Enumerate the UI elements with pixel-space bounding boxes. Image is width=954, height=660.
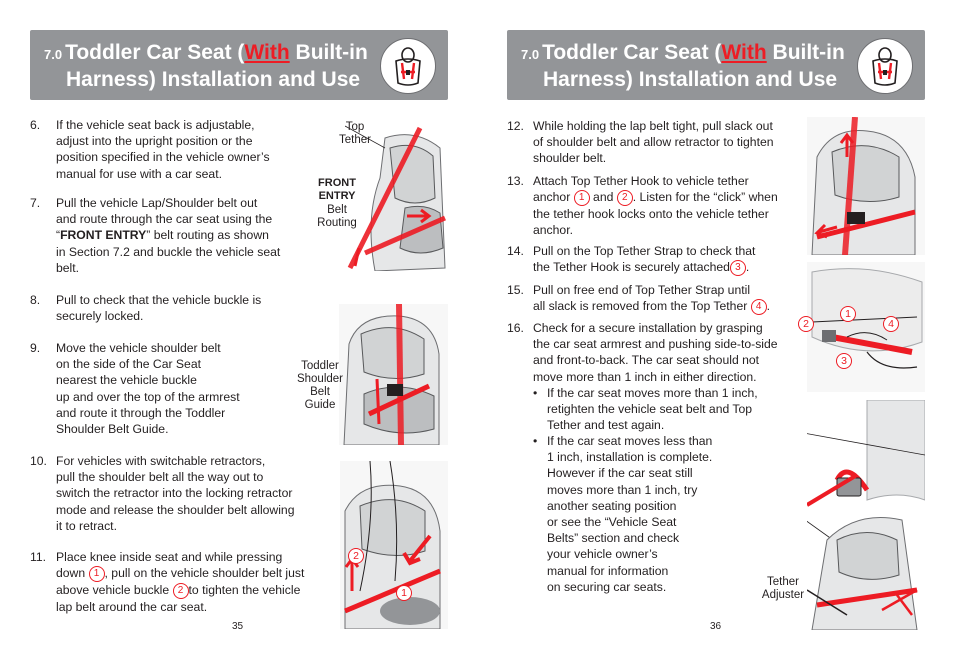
step-text: anchor — [533, 190, 571, 205]
step-line: adjust into the upright position or the — [56, 134, 253, 149]
marker-2: 2 — [617, 190, 633, 206]
page-number: 35 — [232, 621, 244, 632]
step-line — [56, 582, 304, 599]
car-seat-icon — [857, 38, 913, 94]
caption-line: FRONT — [318, 177, 356, 189]
caption-line: Routing — [317, 217, 357, 229]
title-line2: Harness) Installation and Use — [66, 68, 361, 91]
step-line: and route through the car seat using the — [56, 212, 273, 227]
bullet-line: retighten the vehicle seat belt and Top — [547, 402, 753, 417]
quote-open: “ — [56, 228, 61, 243]
step-line: securely locked. — [56, 309, 144, 324]
section-header — [507, 30, 925, 100]
step-text: , pull on the vehicle shoulder belt just — [104, 566, 305, 581]
step-line — [56, 227, 280, 243]
step-line: up and over the top of the armrest — [56, 389, 240, 404]
step-number: 13. — [507, 174, 524, 188]
step-line: move more than 1 inch in either direction. — [533, 369, 757, 384]
step-line — [533, 259, 755, 276]
step-line: and route it through the Toddler — [56, 405, 226, 420]
figure-marker-2: 2 — [348, 548, 364, 564]
step-line: switch the retractor into the locking retractor — [56, 486, 293, 501]
section-title — [521, 40, 845, 92]
caption-line: Guide — [304, 399, 336, 411]
caption-line: Top — [345, 121, 365, 133]
figure-tether-anchor — [807, 262, 925, 392]
step-line: Shoulder Belt Guide. — [56, 422, 169, 437]
page-right — [477, 0, 954, 660]
bullet-dot: • — [533, 434, 538, 448]
step-number: 9. — [30, 341, 41, 355]
title-part: Built-in — [289, 41, 368, 64]
step-text: down — [56, 566, 86, 581]
step-number: 14. — [507, 244, 524, 258]
step-line: While holding the lap belt tight, pull slack out — [533, 119, 773, 133]
bullet-line: manual for information — [547, 563, 669, 578]
section-number: 7.0 — [44, 47, 63, 62]
title-with: With — [721, 41, 767, 64]
step-line: the car seat armrest and pushing side-to-side — [533, 337, 778, 352]
step-line: Place knee inside seat and while pressing — [56, 550, 283, 564]
step-text: . — [745, 260, 750, 275]
figure-marker-1: 1 — [840, 306, 856, 322]
figure-knee-press — [340, 461, 448, 629]
caption-line: Adjuster — [761, 589, 805, 601]
step-text: . Listen for the “click” when — [632, 190, 778, 205]
bullet-line: moves more than 1 inch, try — [547, 482, 698, 497]
marker-1: 1 — [89, 566, 105, 582]
figure-pull-slack — [807, 117, 925, 255]
figure-marker-2: 2 — [798, 316, 814, 332]
bullet-line: your vehicle owner’s — [547, 547, 658, 562]
step-line: the tether hook locks onto the vehicle tether — [533, 206, 769, 221]
section-title — [44, 40, 368, 92]
step-line: pull the shoulder belt all the way out to — [56, 470, 264, 485]
step-text: the Tether Hook is securely attached — [533, 260, 730, 275]
step-line: Pull on the Top Tether Strap to check that — [533, 244, 756, 258]
step-text: to tighten the vehicle — [188, 582, 301, 597]
bullet-line: However if the car seat still — [547, 466, 693, 481]
step-line: If the vehicle seat back is adjustable, — [56, 118, 255, 132]
section-number: 7.0 — [521, 47, 540, 62]
marker-4: 4 — [751, 299, 767, 315]
step-line: manual for use with a car seat. — [56, 166, 222, 181]
step-number: 11. — [30, 550, 47, 564]
step-line: mode and release the shoulder belt allowing — [56, 502, 295, 517]
step-line: For vehicles with switchable retractors, — [56, 454, 266, 468]
step-line: Pull to check that the vehicle buckle is — [56, 293, 262, 307]
caption-line: Tether — [767, 576, 799, 588]
caption-belt-routing — [312, 204, 362, 230]
step-line: Attach Top Tether Hook to vehicle tether — [533, 174, 749, 188]
step-line: and front-to-back. The car seat should not — [533, 353, 760, 368]
bullet-line: Belts” section and check — [547, 531, 680, 546]
figure-marker-1: 1 — [396, 585, 412, 601]
title-part: Toddler Car Seat ( — [542, 41, 722, 64]
step-number: 7. — [30, 196, 41, 210]
step-line: belt. — [56, 260, 80, 275]
figure-tether-adjuster — [807, 400, 925, 630]
bullet-line: another seating position — [547, 498, 677, 513]
caption-toddler-guide — [290, 360, 350, 412]
step-number: 16. — [507, 321, 524, 335]
step-line — [533, 298, 770, 315]
figure-marker-3: 3 — [836, 353, 852, 369]
step-number: 6. — [30, 118, 41, 132]
caption-line: Shoulder — [296, 373, 344, 385]
marker-1: 1 — [574, 190, 590, 206]
page-number: 36 — [710, 621, 722, 632]
front-entry-bold: FRONT ENTRY — [60, 228, 147, 243]
title-part: Toddler Car Seat ( — [65, 41, 245, 64]
step-line: it to retract. — [56, 518, 117, 533]
bullet-line: Tether and test again. — [547, 418, 665, 433]
caption-top-tether — [335, 121, 375, 147]
car-seat-icon — [380, 38, 436, 94]
step-line — [56, 565, 304, 582]
caption-tether-adjuster — [755, 576, 811, 602]
step-text: all slack is removed from the Top Tether — [533, 299, 748, 314]
step-line — [533, 189, 778, 206]
step-line: Check for a secure installation by grasping — [533, 321, 763, 335]
title-part: Built-in — [766, 41, 845, 64]
marker-3: 3 — [730, 260, 746, 276]
step-line: Pull the vehicle Lap/Shoulder belt out — [56, 196, 258, 210]
bullet-line: If the car seat moves less than — [547, 434, 713, 448]
caption-line: Belt — [327, 204, 347, 216]
title-line2: Harness) Installation and Use — [543, 68, 838, 91]
step-text: . — [766, 299, 771, 314]
step-number: 15. — [507, 283, 524, 297]
section-header — [30, 30, 448, 100]
step-line: in Section 7.2 and buckle the vehicle seat — [56, 244, 281, 259]
bullet-line: on securing car seats. — [547, 579, 667, 594]
step-text: ” belt routing as shown — [146, 228, 269, 243]
step-line: of shoulder belt and allow retractor to tighten — [533, 135, 774, 150]
step-line: on the side of the Car Seat — [56, 357, 201, 372]
title-with: With — [244, 41, 290, 64]
step-number: 8. — [30, 293, 41, 307]
caption-line: Belt — [310, 386, 330, 398]
bullet-dot: • — [533, 386, 538, 400]
caption-line: ENTRY — [318, 190, 356, 202]
step-line: position specified in the vehicle owner’s — [56, 150, 270, 165]
step-number: 12. — [507, 119, 524, 133]
bullet-line: If the car seat moves more than 1 inch, — [547, 386, 758, 400]
marker-2: 2 — [173, 583, 189, 599]
step-line: Move the vehicle shoulder belt — [56, 341, 221, 355]
step-line: nearest the vehicle buckle — [56, 373, 197, 388]
step-line: Pull on free end of Top Tether Strap until — [533, 283, 751, 297]
figure-shoulder-guide — [339, 304, 448, 445]
caption-front-entry — [312, 177, 362, 203]
caption-line: Toddler — [301, 360, 339, 372]
step-line: shoulder belt. — [533, 151, 607, 166]
bullet-line: or see the “Vehicle Seat — [547, 515, 677, 530]
caption-line: Tether — [339, 134, 371, 146]
figure-marker-4: 4 — [883, 316, 899, 332]
step-number: 10. — [30, 454, 47, 468]
step-line: anchor. — [533, 223, 573, 238]
step-line: lap belt around the car seat. — [56, 599, 208, 614]
step-text: above vehicle buckle — [56, 582, 170, 597]
bullet-line: 1 inch, installation is complete. — [547, 450, 713, 465]
step-text: and — [593, 190, 614, 205]
